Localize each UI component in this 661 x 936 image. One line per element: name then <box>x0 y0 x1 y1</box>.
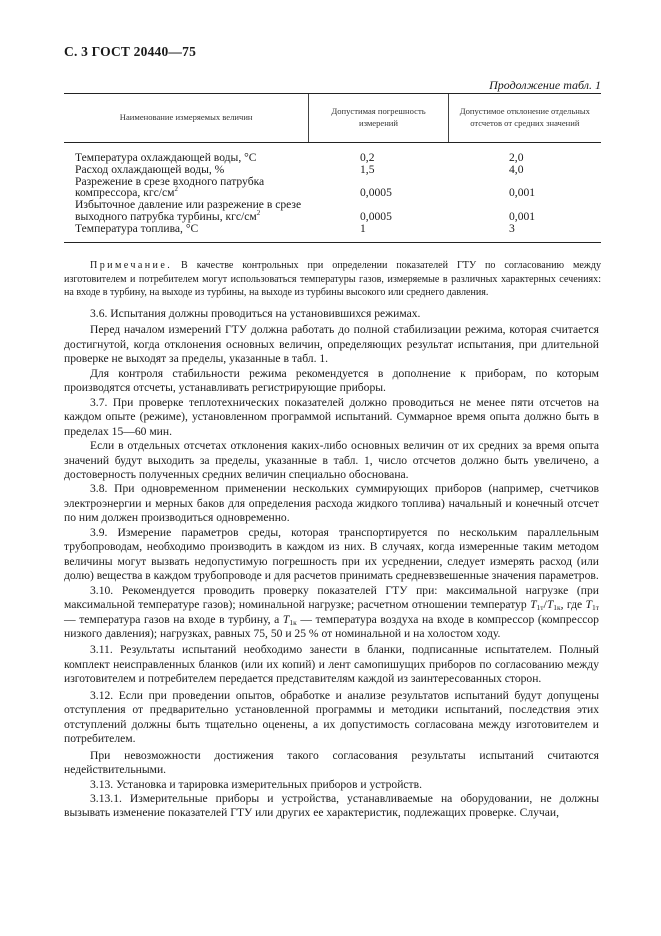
symbol-T: T <box>546 598 554 612</box>
table-bottom-rule <box>64 242 601 243</box>
column-header-quantity: Наименование измеряемых величин <box>119 112 253 123</box>
measurement-table <box>64 93 601 235</box>
text-run: , где <box>560 598 586 612</box>
note-label: Примечание. <box>90 260 173 271</box>
paragraph: При невозможности достижения такого согласования результаты испытаний считаются недействительными. <box>64 748 599 777</box>
row-deviation-value: 4,0 <box>509 162 524 176</box>
paragraph-3-11: 3.11. Результаты испытаний необходимо занести в бланки, подписанные испытателем. Полный комплект неисправленных бланков (или их копий) и лент самопишущих приборов по согласованию между изготовителем и потребителем передается представителям каждой из заинтересованных сторон. <box>64 643 599 686</box>
symbol-T: T <box>530 598 537 612</box>
row-name-line-1: Избыточное давление или разрежение в срезе <box>75 198 302 212</box>
table-header <box>64 93 601 143</box>
row-quantity-name: Температура топлива, °С <box>75 221 199 235</box>
text-run: 3.10. Рекомендуется проводить проверку показателей ГТУ при: максимальной нагрузке (при максимальной температуре газов); номинальной нагрузке; расчетном отношении температур <box>64 583 599 612</box>
paragraph: Если в отдельных отсчетах отклонения каких-либо основных величин от их средних за время опыта значений будут выходить за пределы, указанные в табл. 1, число отсчетов должно быть увеличено, а достоверность полученных средних величин специально обоснована. <box>64 439 599 481</box>
column-header-error: Допустимая погрешность измерений <box>308 94 448 142</box>
row-name-line-1: Разрежение в срезе входного патрубка <box>75 174 265 188</box>
table-row <box>64 199 601 223</box>
subscript-1t: 1т <box>591 603 599 613</box>
row-error-value: 0,0005 <box>360 186 392 200</box>
paragraph-3-7: 3.7. При проверке теплотехнических показателей должно проводиться не менее пяти отсчетов на каждом опыте (режиме), установленном программой испытаний. Суммарное время опыта должно быть в пределах 15—60 мин. <box>64 395 599 438</box>
row-quantity-name: Расход охлаждающей воды, % <box>75 162 225 176</box>
row-deviation-value: 2,0 <box>509 151 524 164</box>
page-header: С. 3 ГОСТ 20440—75 <box>64 44 197 59</box>
row-name-superscript: 2 <box>174 185 178 194</box>
paragraph-3-6: 3.6. Испытания должны проводиться на установившихся режимах. <box>90 307 421 320</box>
column-header-deviation: Допустимое отклонение отдельных отсчетов от средних значений <box>459 106 590 128</box>
note-text: В качестве контрольных при определении показателей ГТУ по согласованию между изготовителем и потребителем могут использоваться температуры газов, измеряемые в различных характерных сечениях: на входе в турбину, на выходе из турбины, на выходе из турбины высокого или среднего давления. <box>64 260 601 298</box>
row-name-line-2: выходного патрубка турбины, кгс/см <box>75 209 257 223</box>
subscript-1t: 1т <box>536 603 544 613</box>
paragraph-3-13-1: 3.13.1. Измерительные приборы и устройства, устанавливаемые на оборудовании, не должны вызывать изменение показателей ГТУ или других ее характеристик, подлежащих проверке. Случаи, <box>64 791 599 820</box>
symbol-T: T <box>282 612 290 626</box>
paragraph-3-10 <box>64 584 599 642</box>
row-error-value: 0,2 <box>360 151 375 164</box>
row-error-value: 1 <box>360 221 366 235</box>
paragraph-3-12: 3.12. Если при проведении опытов, обработке и анализе результатов испытаний будут допущены отступления от предварительно установленной программы и методики испытаний, последствия этих отступлений должны быть тщательно оценены, а их допустимость согласована между изготовителем и потребителем. <box>64 688 599 746</box>
row-deviation-value: 0,001 <box>509 186 536 200</box>
text-run: — температура газов на входе в турбину, а <box>64 612 283 626</box>
subscript-1k: 1к <box>289 617 297 627</box>
row-quantity-name: Температура охлаждающей воды, °С <box>75 151 257 164</box>
row-name-line-2: компрессора, кгс/см <box>75 186 175 200</box>
row-quantity-name <box>64 199 320 223</box>
table-continuation-label: Продолжение табл. 1 <box>489 78 601 92</box>
text-run: — температура воздуха на входе в компрессор (компрессор низкого давления); нагрузках, равных 75, 50 и 25 % от номинальной и на холостом ходу. <box>64 612 599 640</box>
slash: / <box>543 598 547 612</box>
row-error-value: 0,0005 <box>360 209 392 223</box>
row-deviation-value: 3 <box>509 221 515 235</box>
paragraph-3-8: 3.8. При одновременном применении нескольких суммирующих приборов (например, счетчиков электроэнергии и мерных баков для определения расхода жидкого топлива) начальный и конечный отсчет по ним должен производиться одновременно. <box>64 482 599 525</box>
paragraph-3-13: 3.13. Установка и тарировка измерительных приборов и устройств. <box>90 777 422 791</box>
table-row <box>64 176 601 200</box>
table-body <box>64 143 601 235</box>
paragraph-3-9: 3.9. Измерение параметров среды, которая транспортируется по нескольким параллельным трубопроводам, необходимо производить в каждом из них. В случаях, когда измеренные таким методом величины могут вызвать недопустимую погрешность при их усреднении, следует измерять расход (или долю) вещества в каждом трубопроводе и для расчетов принимать средневзвешенные значения параметров. <box>64 525 599 583</box>
row-deviation-value: 0,001 <box>509 209 536 223</box>
table-row <box>64 223 601 235</box>
paragraph: Для контроля стабильности режима рекомендуется в дополнение к приборам, по которым производятся отсчеты, устанавливать регистрирующие приборы. <box>64 366 599 395</box>
row-error-value: 1,5 <box>360 162 375 176</box>
row-name-superscript: 2 <box>256 209 261 218</box>
row-quantity-name <box>64 176 320 200</box>
body-text <box>64 307 599 821</box>
subscript-1k: 1к <box>553 603 561 613</box>
paragraph: Перед началом измерений ГТУ должна работать до полной стабилизации режима, которая считается достигнутой, когда отклонения основных величин, определяющих результат испытания, при длительной проверке не выходят за пределы, указанные в табл. 1. <box>64 323 599 366</box>
table-note <box>64 259 601 300</box>
symbol-T: T <box>585 598 592 612</box>
